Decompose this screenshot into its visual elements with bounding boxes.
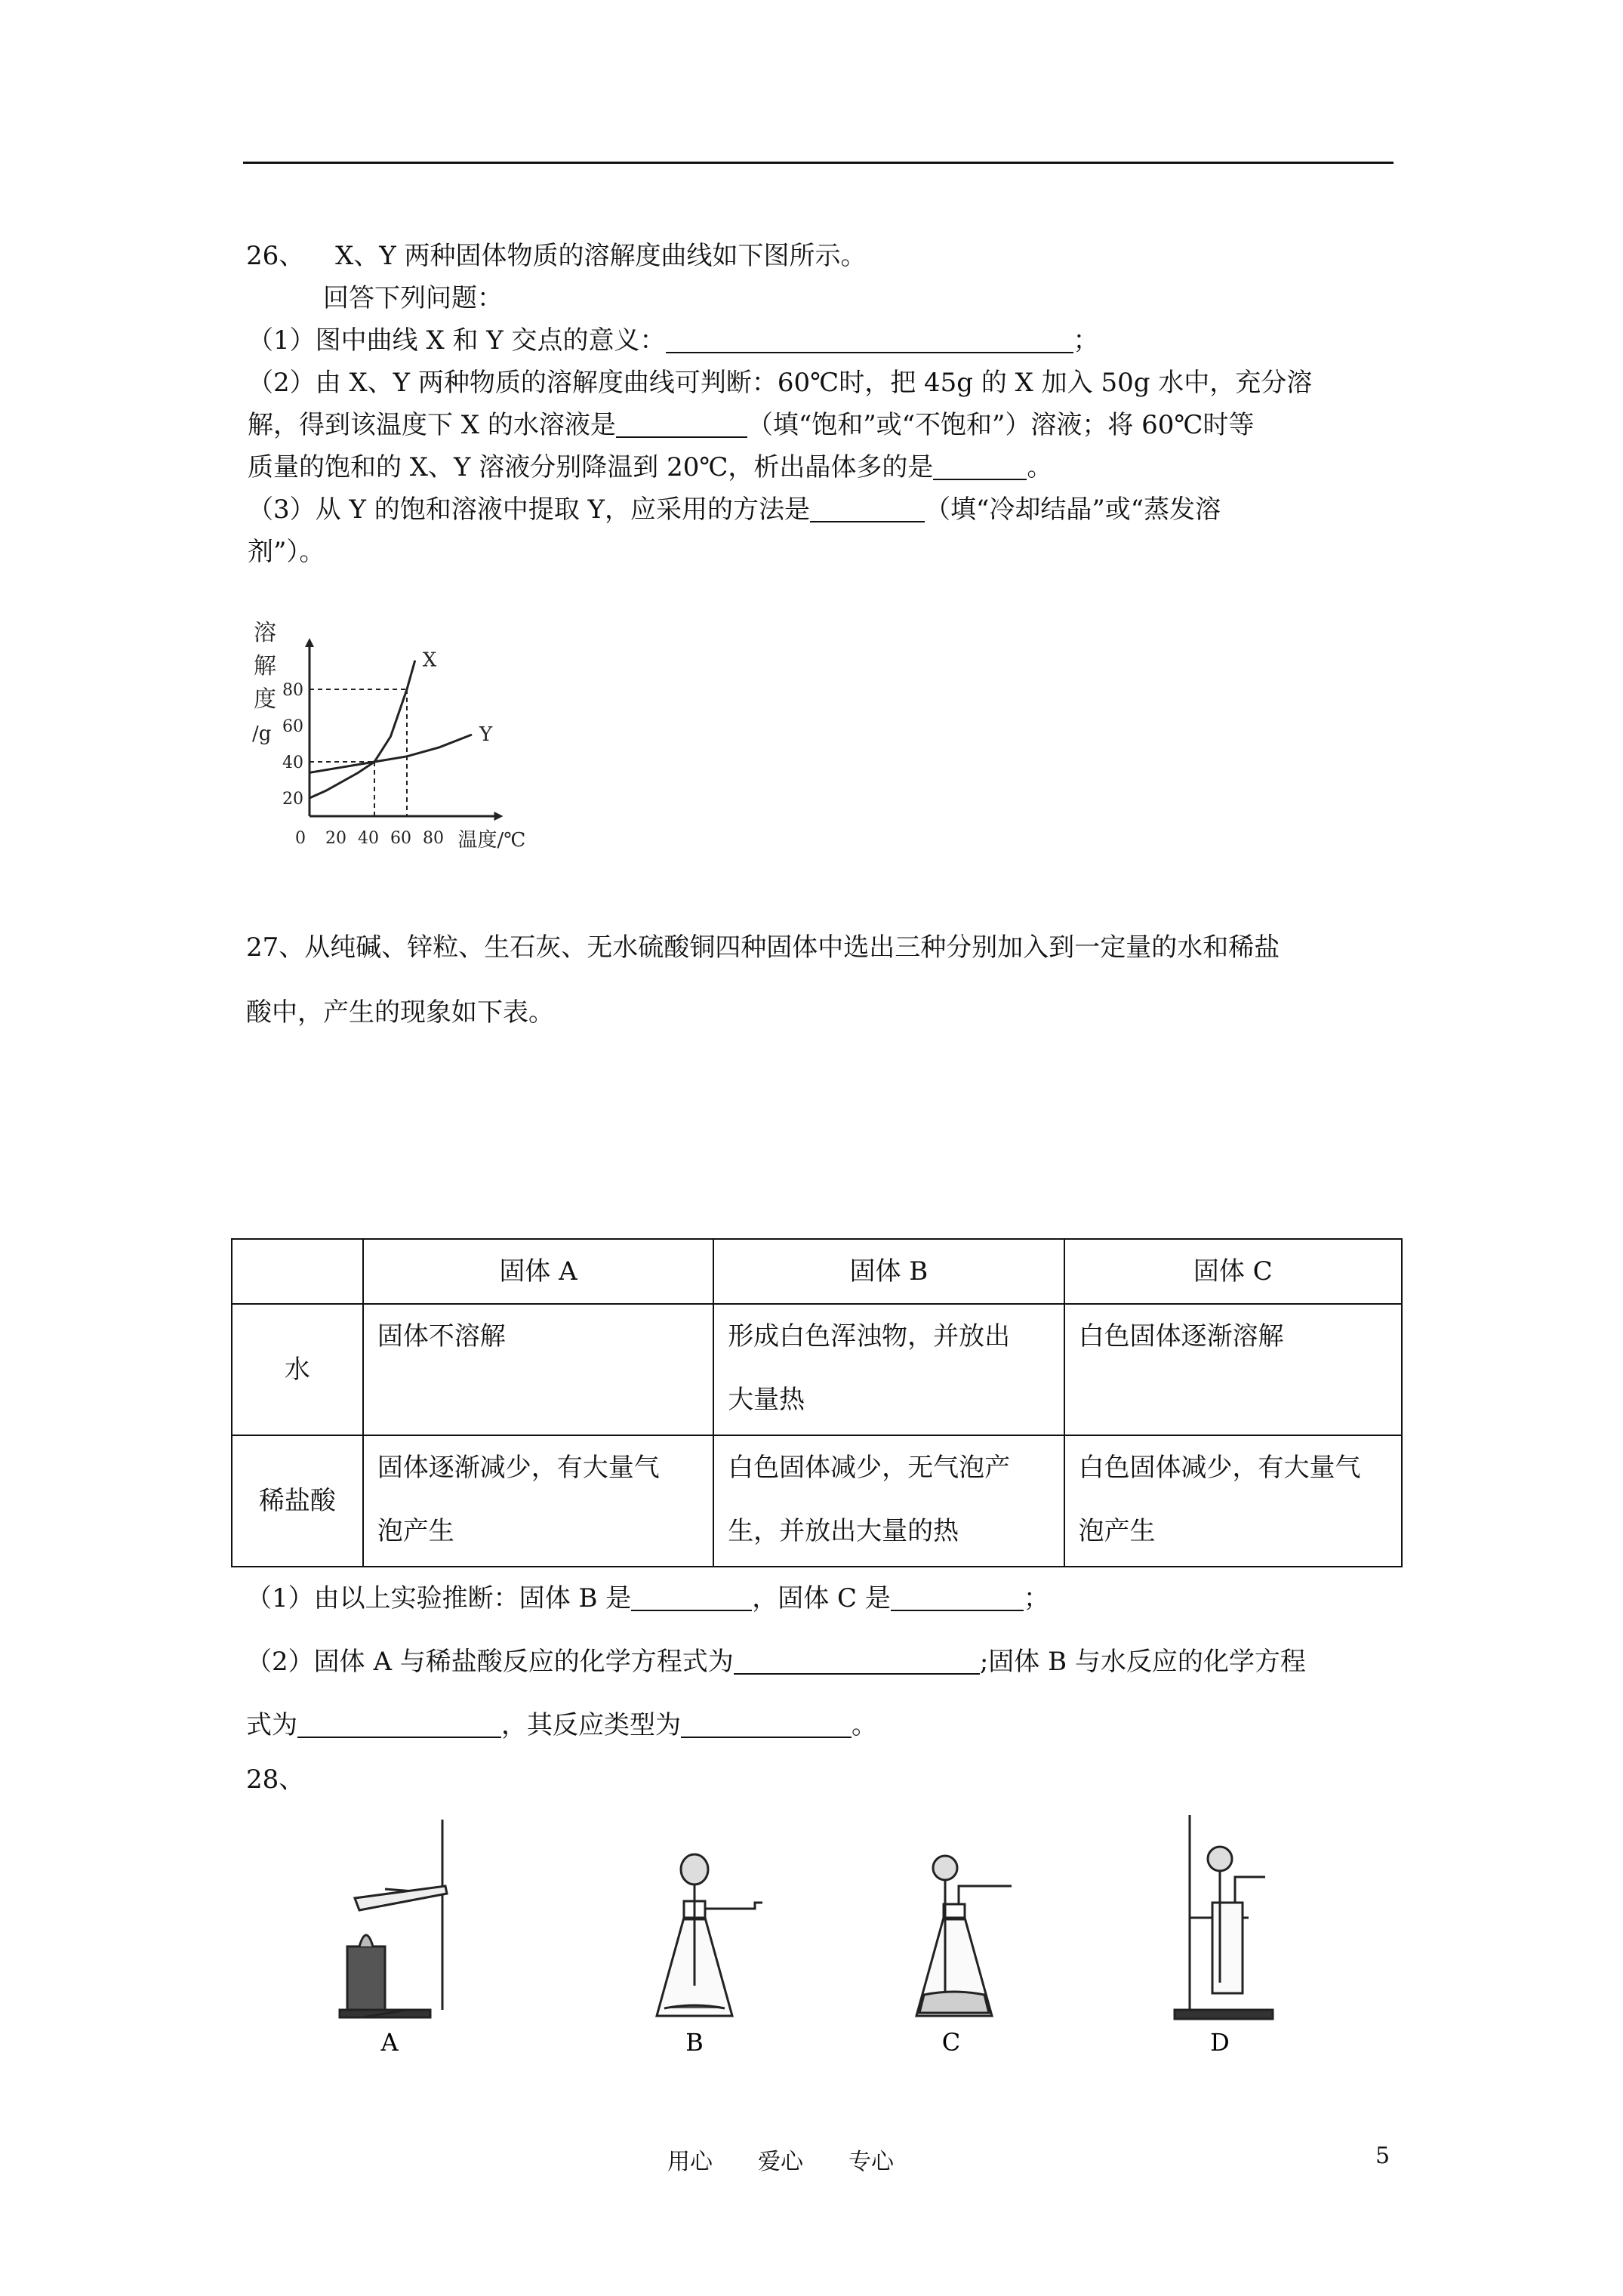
q27-sub2-text-d: ，其反应类型为 bbox=[501, 1710, 681, 1740]
x-tick-label: 80 bbox=[423, 829, 444, 848]
apparatus-figure bbox=[332, 1804, 1291, 2061]
series-line-y bbox=[310, 735, 472, 772]
q26-part1-blank[interactable] bbox=[666, 325, 1073, 353]
table-row bbox=[232, 1304, 1402, 1435]
q27-sub2-end: 。 bbox=[852, 1710, 877, 1740]
apparatus-b bbox=[657, 1854, 762, 2016]
q27-sub1-text-a: （1）由以上实验推断：固体 B 是 bbox=[246, 1583, 632, 1613]
q26-part3-line2: 剂”）。 bbox=[248, 537, 325, 567]
x-axis-arrow bbox=[494, 812, 504, 821]
series-label: X bbox=[422, 649, 437, 672]
q26-part2-text-b: （填“饱和”或“不饱和”）溶液；将 60℃时等 bbox=[747, 410, 1255, 440]
table-header-cell bbox=[232, 1239, 363, 1304]
q26-prompt: 回答下列问题： bbox=[323, 283, 503, 313]
table-cell: 白色固体减少，有大量气 泡产生 bbox=[1064, 1435, 1402, 1567]
q26-stem-line bbox=[246, 239, 867, 273]
q27-sub1-end: ； bbox=[1023, 1583, 1049, 1613]
y-tick-label: 20 bbox=[282, 790, 303, 809]
series-line-x bbox=[310, 661, 415, 798]
q27-sub2-blank3[interactable] bbox=[681, 1709, 852, 1738]
y-axis-arrow bbox=[305, 638, 314, 647]
table-cell: 白色固体减少，无气泡产 生，并放出大量的热 bbox=[713, 1435, 1064, 1567]
q27-sub2-blank1[interactable] bbox=[734, 1646, 980, 1675]
q26-part3-line1 bbox=[248, 492, 1221, 527]
table-header-cell: 固体 A bbox=[363, 1239, 713, 1304]
q26-part3-text-a: （3）从 Y 的饱和溶液中提取 Y，应采用的方法是 bbox=[248, 495, 810, 525]
table-cell: 固体不溶解 bbox=[363, 1304, 713, 1435]
page-number: 5 bbox=[1375, 2143, 1390, 2169]
q26-part2-blank2[interactable] bbox=[933, 451, 1027, 480]
q27-sub2-text-a: （2）固体 A 与稀盐酸反应的化学方程式为 bbox=[246, 1647, 734, 1677]
y-axis-label-unit: /g bbox=[252, 723, 272, 745]
table-header-cell: 固体 C bbox=[1064, 1239, 1402, 1304]
table-row bbox=[232, 1435, 1402, 1567]
row-label: 水 bbox=[232, 1304, 363, 1435]
apparatus-label: D bbox=[1210, 2028, 1230, 2057]
x-tick-label: 0 bbox=[295, 829, 306, 848]
q26-part2-line1: （2）由 X、Y 两种物质的溶解度曲线可判断：60℃时，把 45g 的 X 加入 50g 水中，充分溶 bbox=[248, 368, 1313, 398]
q26-part2-blank1[interactable] bbox=[616, 409, 747, 438]
table-cell: 白色固体逐渐溶解 bbox=[1064, 1304, 1402, 1435]
q27-line1: 27、从纯碱、锌粒、生石灰、无水硫酸铜四种固体中选出三种分别加入到一定量的水和稀盐 bbox=[246, 932, 1280, 963]
q27-sub2-text-b: ;固体 B 与水反应的化学方程 bbox=[979, 1647, 1306, 1677]
apparatus-c bbox=[916, 1856, 1012, 2016]
series-label: Y bbox=[479, 723, 493, 746]
y-axis-label-char: 度 bbox=[254, 686, 276, 713]
y-tick-label: 80 bbox=[282, 681, 303, 700]
footer-motto: 用心 爱心 专心 bbox=[667, 2149, 894, 2175]
q26-part2-text-c: 质量的饱和的 X、Y 溶液分别降温到 20℃，析出晶体多的是 bbox=[248, 452, 934, 482]
q27-line2: 酸中，产生的现象如下表。 bbox=[246, 997, 554, 1028]
q26-part1-text: （1）图中曲线 X 和 Y 交点的意义： bbox=[248, 325, 666, 356]
y-tick-label: 40 bbox=[282, 754, 303, 772]
x-tick-label: 60 bbox=[390, 829, 411, 848]
q27-sub1-blank2[interactable] bbox=[891, 1583, 1024, 1611]
q27-sub1 bbox=[246, 1581, 1049, 1616]
x-axis-label: 温度/℃ bbox=[457, 829, 526, 852]
q26-stem: X、Y 两种固体物质的溶解度曲线如下图所示。 bbox=[335, 241, 867, 271]
apparatus-label: B bbox=[685, 2028, 704, 2057]
x-tick-label: 40 bbox=[358, 829, 379, 848]
y-axis-label-char: 解 bbox=[254, 653, 276, 680]
q27-sub2-line1 bbox=[246, 1644, 1306, 1679]
y-axis-label-char: 溶 bbox=[254, 620, 276, 646]
q26-part2-end: 。 bbox=[1027, 452, 1053, 482]
observation-table bbox=[231, 1238, 1403, 1567]
q27-sub2-line2 bbox=[246, 1708, 877, 1743]
solubility-chart bbox=[249, 616, 544, 858]
q28-number: 28、 bbox=[246, 1764, 305, 1795]
q26-part2-line2 bbox=[248, 408, 1254, 442]
q26-number: 26、 bbox=[246, 241, 305, 271]
q26-part1-end: ； bbox=[1073, 325, 1099, 356]
apparatus-label: C bbox=[941, 2028, 961, 2057]
table-cell: 固体逐渐减少，有大量气 泡产生 bbox=[363, 1435, 713, 1567]
row-label: 稀盐酸 bbox=[232, 1435, 363, 1567]
apparatus-a bbox=[340, 1820, 447, 2017]
q27-sub2-blank2[interactable] bbox=[297, 1709, 501, 1738]
apparatus-label: A bbox=[380, 2028, 399, 2057]
apparatus-d bbox=[1175, 1815, 1273, 2019]
y-tick-label: 60 bbox=[282, 717, 303, 736]
q27-sub1-text-b: ，固体 C 是 bbox=[752, 1583, 891, 1613]
q26-part1 bbox=[248, 323, 1099, 358]
q27-sub2-text-c: 式为 bbox=[246, 1710, 297, 1740]
table-header-row bbox=[232, 1239, 1402, 1304]
q26-part2-text-a: 解，得到该温度下 X 的水溶液是 bbox=[248, 410, 616, 440]
q26-part3-blank[interactable] bbox=[810, 494, 925, 522]
q26-part2-line3 bbox=[248, 450, 1052, 485]
q26-part3-text-b: （填“冷却结晶”或“蒸发溶 bbox=[924, 495, 1221, 525]
x-tick-label: 20 bbox=[325, 829, 346, 848]
header-rule bbox=[243, 162, 1394, 164]
table-cell: 形成白色浑浊物，并放出 大量热 bbox=[713, 1304, 1064, 1435]
q27-sub1-blank1[interactable] bbox=[631, 1583, 752, 1611]
table-header-cell: 固体 B bbox=[713, 1239, 1064, 1304]
